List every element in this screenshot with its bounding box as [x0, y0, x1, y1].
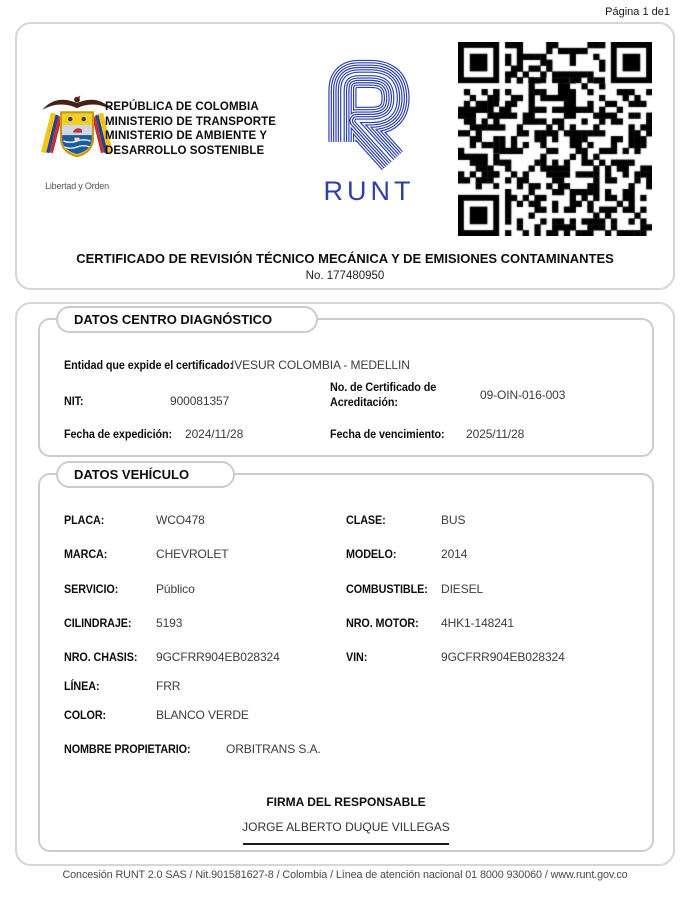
ministry-line: REPÚBLICA DE COLOMBIA	[105, 101, 259, 113]
footer-text: Concesión RUNT 2.0 SAS / Nit.901581627-8 / Colombia / Línea de atención nacional 01 8000 930060 / www.runt.gov.co	[62, 869, 628, 881]
owner-label: NOMBRE PROPIETARIO:	[64, 742, 191, 756]
servicio-label: SERVICIO:	[64, 582, 119, 596]
linea-label: LÍNEA:	[64, 679, 100, 693]
vin-label: VIN:	[346, 650, 368, 664]
section-title-diagnostic-center: DATOS CENTRO DIAGNÓSTICO	[56, 306, 318, 333]
certificate-title: CERTIFICADO DE REVISIÓN TÉCNICO MECÁNICA Y DE EMISIONES CONTAMINANTES	[76, 251, 614, 266]
issue-date-value: 2024/11/28	[185, 427, 244, 441]
accreditation-value: 09-OIN-016-003	[480, 388, 566, 402]
linea-value: FRR	[156, 679, 181, 693]
combustible-label: COMBUSTIBLE:	[346, 582, 428, 596]
accreditation-label: No. de Certificado de Acreditación:	[330, 380, 437, 409]
owner-value: ORBITRANS S.A.	[226, 742, 321, 756]
nit-value: 900081357	[170, 394, 230, 408]
runt-logo	[307, 54, 431, 207]
runt-logo-text: RUNT	[323, 176, 415, 206]
clase-value: BUS	[441, 513, 466, 527]
runt-r-icon	[319, 54, 419, 172]
marca-label: MARCA:	[64, 547, 108, 561]
entity-value: IVESUR COLOMBIA - MEDELLIN	[231, 358, 410, 372]
nit-label: NIT:	[64, 394, 84, 408]
cilindraje-value: 5193	[156, 616, 183, 630]
signature-title: FIRMA DEL RESPONSABLE	[266, 795, 426, 809]
ministry-text	[105, 100, 276, 158]
section-diagnostic-center	[38, 312, 654, 457]
marca-value: CHEVROLET	[156, 547, 229, 561]
vin-value: 9GCFRR904EB028324	[441, 650, 565, 664]
header-panel	[15, 22, 675, 290]
modelo-value: 2014	[441, 547, 468, 561]
nro-chasis-label: NRO. CHASIS:	[64, 650, 138, 664]
nro-chasis-value: 9GCFRR904EB028324	[156, 650, 280, 664]
content-panel	[15, 302, 675, 866]
nro-motor-value: 4HK1-148241	[441, 616, 514, 630]
ministry-line: MINISTERIO DE TRANSPORTE	[105, 115, 277, 128]
coat-of-arms-motto: Libertad y Orden	[45, 181, 109, 191]
servicio-value: Público	[156, 582, 195, 596]
ministry-line: MINISTERIO DE AMBIENTE Y	[105, 130, 268, 143]
combustible-value: DIESEL	[441, 582, 484, 596]
clase-label: CLASE:	[346, 513, 386, 527]
section-vehicle	[38, 467, 654, 852]
page-indicator: Página 1 de1	[605, 6, 670, 18]
color-value: BLANCO VERDE	[156, 708, 249, 722]
qr-code	[458, 42, 652, 236]
entity-label: Entidad que expide el certificado:	[64, 358, 234, 372]
ministry-line: DESARROLLO SOSTENIBLE	[105, 144, 265, 157]
modelo-label: MODELO:	[346, 547, 397, 561]
signature-name: JORGE ALBERTO DUQUE VILLEGAS	[242, 820, 450, 834]
placa-value: WCO478	[156, 513, 205, 527]
nro-motor-label: NRO. MOTOR:	[346, 616, 419, 630]
colombia-coat-of-arms-icon	[39, 92, 115, 180]
issue-date-label: Fecha de expedición:	[64, 427, 173, 441]
section-title-vehicle: DATOS VEHÍCULO	[56, 461, 235, 488]
placa-label: PLACA:	[64, 513, 105, 527]
color-label: COLOR:	[64, 708, 107, 722]
signature-line	[243, 843, 449, 845]
cilindraje-label: CILINDRAJE:	[64, 616, 132, 630]
expiry-date-label: Fecha de vencimiento:	[330, 427, 445, 441]
flag-left	[41, 113, 62, 155]
certificate-number: No. 177480950	[305, 270, 385, 282]
expiry-date-value: 2025/11/28	[466, 427, 525, 441]
